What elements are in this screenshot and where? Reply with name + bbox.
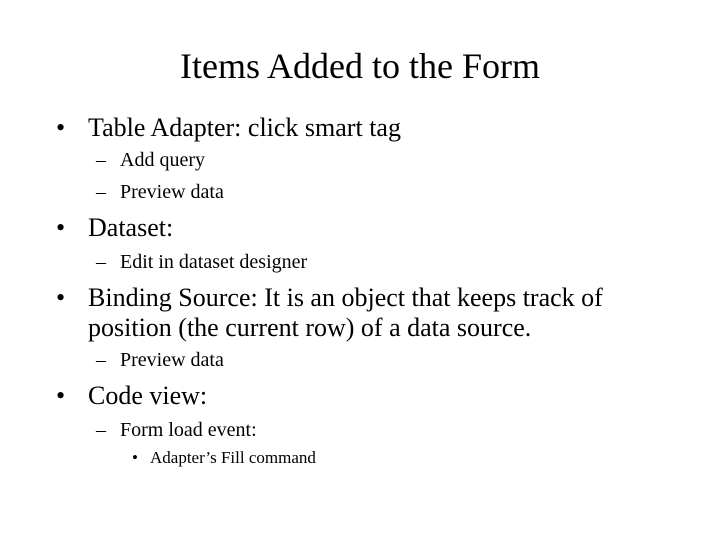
bullet-text-line-2: position (the current row) of a data source. <box>88 313 532 342</box>
dash-marker: – <box>96 149 106 171</box>
subitem-text: Preview data <box>120 181 224 203</box>
dash-marker: – <box>96 181 106 203</box>
dash-marker: – <box>96 419 106 441</box>
bullet-text: Table Adapter: click smart tag <box>88 113 401 142</box>
bullet-text: Code view: <box>88 381 208 410</box>
bullet-text: Dataset: <box>88 213 174 242</box>
bullet-marker: • <box>56 213 66 242</box>
subitem-text: Add query <box>120 149 205 171</box>
bullet-marker: • <box>132 448 138 467</box>
bullet-marker: • <box>56 283 66 312</box>
dash-marker: – <box>96 349 106 371</box>
subitem-text: Preview data <box>120 349 224 371</box>
subitem-text: Edit in dataset designer <box>120 251 308 273</box>
bullet-text-line-1: Binding Source: It is an object that keeps track of <box>88 283 603 312</box>
subsubitem-text: Adapter’s Fill command <box>150 448 316 467</box>
subitem-text: Form load event: <box>120 419 257 441</box>
slide-title: Items Added to the Form <box>180 46 540 86</box>
dash-marker: – <box>96 251 106 273</box>
bullet-marker: • <box>56 381 66 410</box>
bullet-marker: • <box>56 113 66 142</box>
